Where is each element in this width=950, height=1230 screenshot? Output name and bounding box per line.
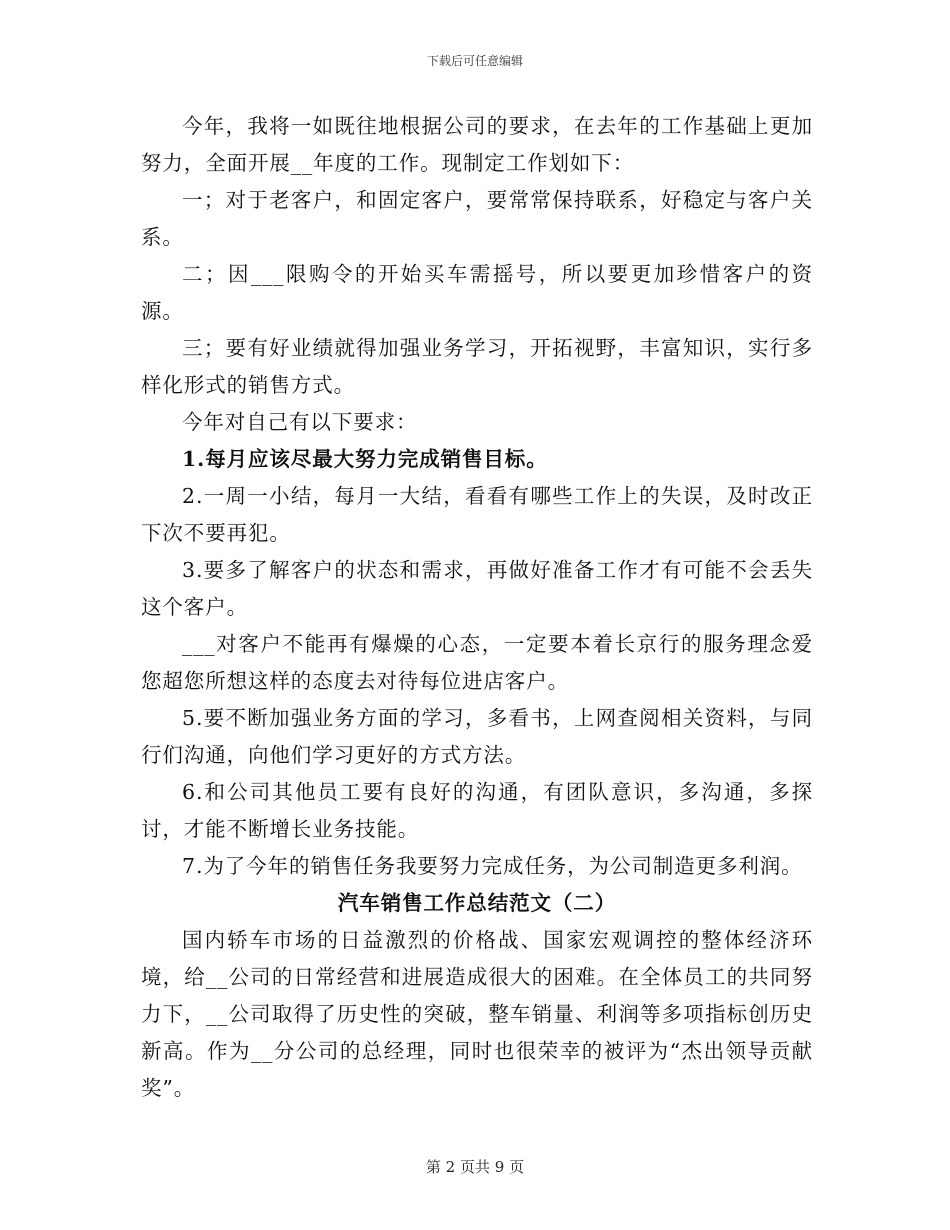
paragraph: 国内轿车市场的日益激烈的价格战、国家宏观调控的整体经济环境，给__公司的日常经营和进展造成很大的困难。在全体员工的共同努力下，__公司取得了历史性的突破，整车销量、利润等多项指标创历史新高。作为__分公司的总经理，同时也很荣幸的被评为“杰出领导贡献奖”。 (141, 928, 813, 1100)
paragraph: 2.一周一小结，每月一大结，看看有哪些工作上的失误，及时改正下次不要再犯。 (141, 484, 813, 545)
paragraph: 3.要多了解客户的状态和需求，再做好准备工作才有可能不会丢失这个客户。 (141, 558, 813, 619)
paragraph: 6.和公司其他员工要有良好的沟通，有团队意识，多沟通，多探讨，才能不断增长业务技能。 (141, 780, 813, 841)
paragraph: 三；要有好业绩就得加强业务学习，开拓视野，丰富知识，实行多样化形式的销售方式。 (141, 336, 813, 397)
paragraph: 今年，我将一如既往地根据公司的要求，在去年的工作基础上更加努力，全面开展__年度的工作。现制定工作划如下： (141, 114, 813, 175)
document-body (141, 108, 813, 1107)
paragraph: 7.为了今年的销售任务我要努力完成任务，为公司制造更多利润。 (182, 854, 803, 878)
paragraph: 5.要不断加强业务方面的学习，多看书，上网查阅相关资料，与同行们沟通，向他们学习更好的方式方法。 (141, 706, 813, 767)
paragraph: 一；对于老客户，和固定客户，要常常保持联系，好稳定与客户关系。 (141, 188, 813, 249)
page-header: 下载后可任意编辑 (426, 54, 523, 68)
paragraph-bold: 1.每月应该尽最大努力完成销售目标。 (182, 447, 548, 471)
paragraph: 今年对自己有以下要求： (182, 410, 418, 434)
page-footer: 第 2 页共 9 页 (425, 1158, 525, 1176)
paragraph: ___对客户不能再有爆燥的心态，一定要本着长京行的服务理念爱您超您所想这样的态度去对待每位进店客户。 (141, 632, 813, 693)
paragraph: 二；因___限购令的开始买车需摇号，所以要更加珍惜客户的资源。 (141, 262, 813, 323)
section-title: 汽车销售工作总结范文（二） (337, 891, 617, 915)
